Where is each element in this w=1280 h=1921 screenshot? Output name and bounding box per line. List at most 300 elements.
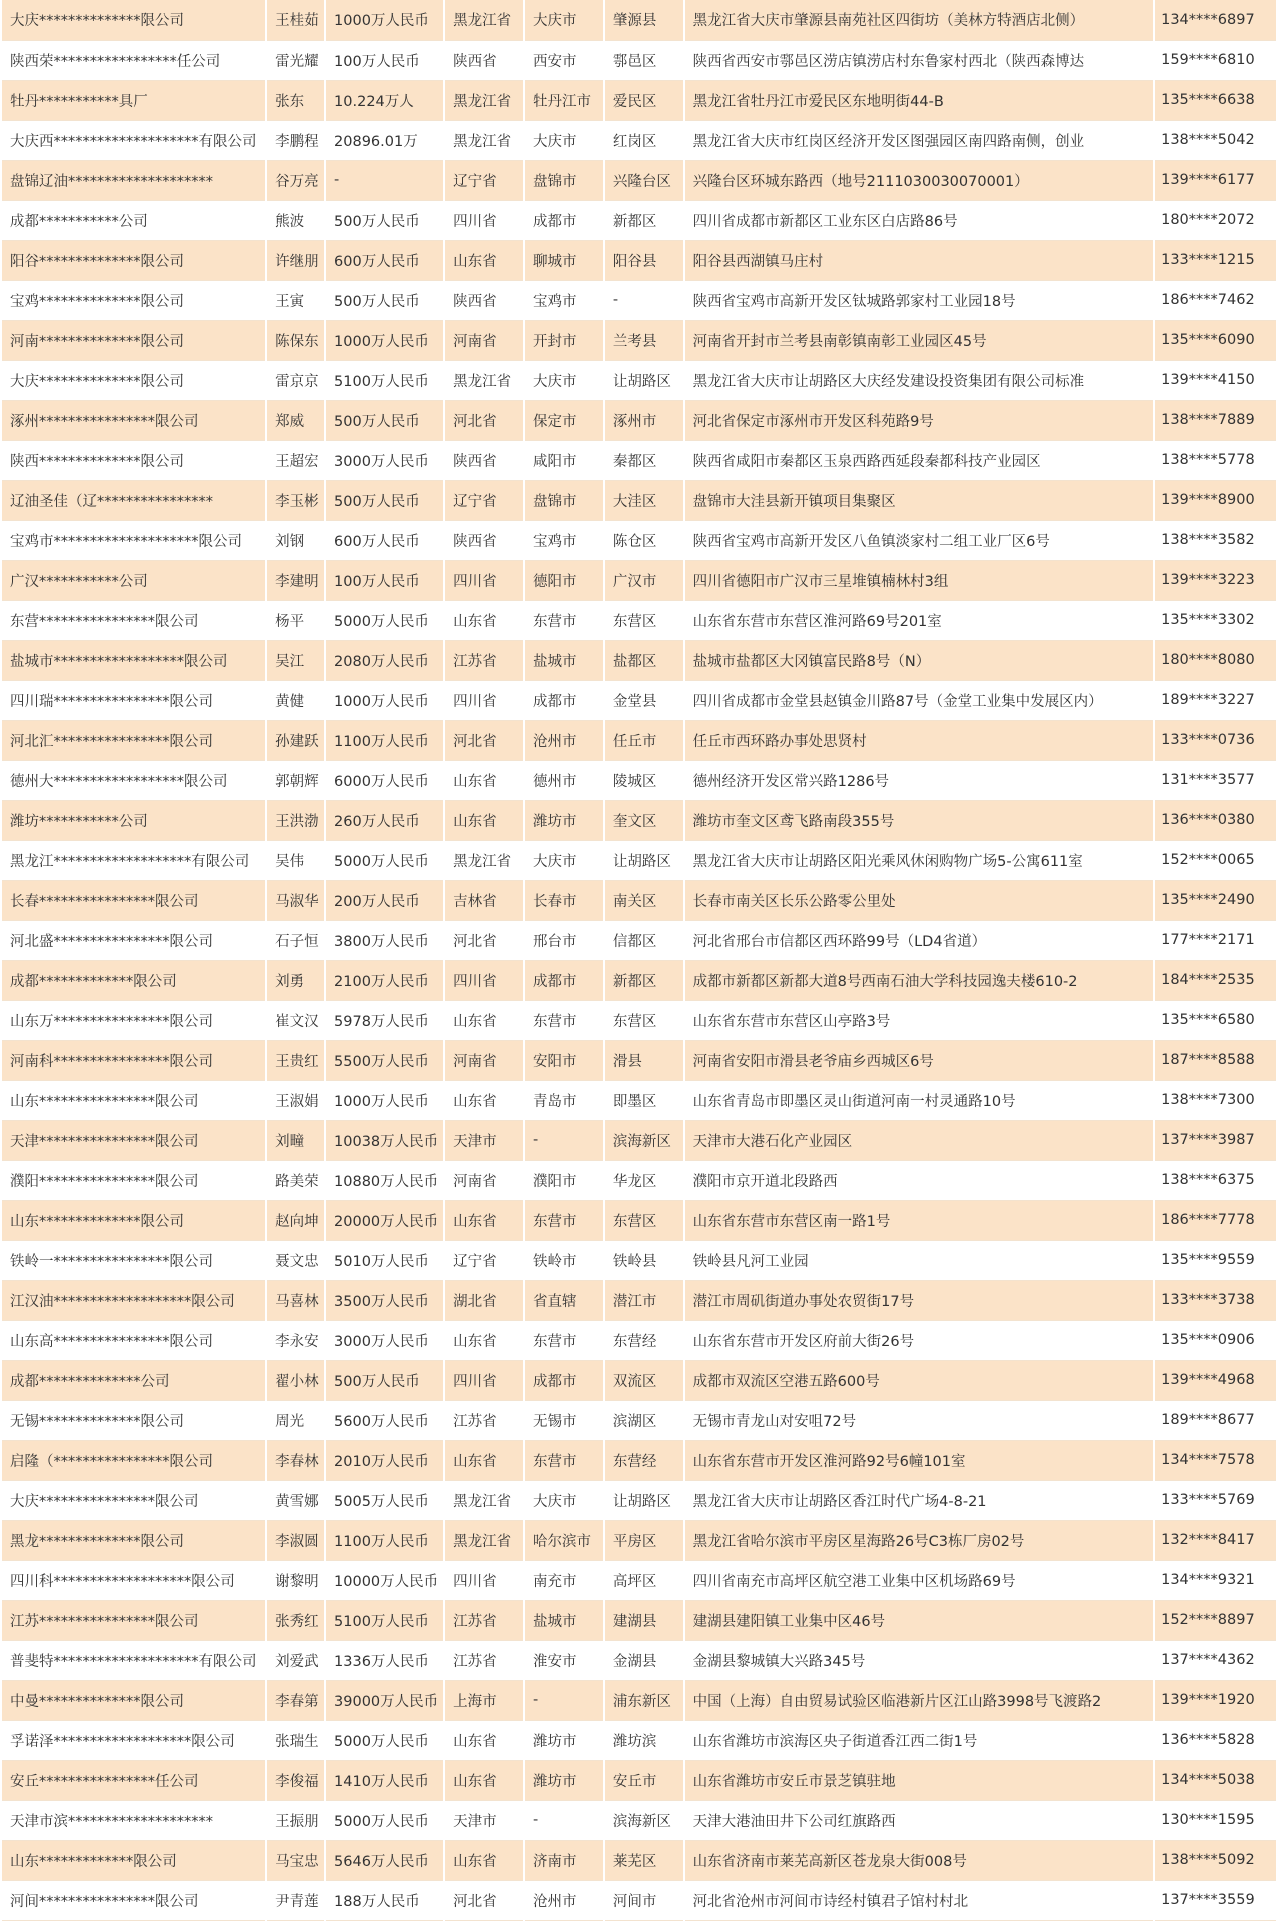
district-cell: 阳谷县: [604, 240, 684, 280]
company-name-cell: 陕西荣*****************任公司: [2, 40, 266, 80]
table-row: [2, 320, 1277, 360]
registered-capital-cell: 5646万人民币: [325, 1840, 444, 1880]
city-cell: 东营市: [524, 1200, 604, 1240]
registered-capital-cell: 100万人民币: [325, 40, 444, 80]
registered-capital-cell: 100万人民币: [325, 560, 444, 600]
registered-capital-cell: 5010万人民币: [325, 1240, 444, 1280]
district-cell: 浦东新区: [604, 1680, 684, 1720]
registered-capital-cell: 5000万人民币: [325, 600, 444, 640]
district-cell: 东营区: [604, 600, 684, 640]
registered-capital-cell: 5500万人民币: [325, 1040, 444, 1080]
legal-rep-cell: 李俊福: [266, 1760, 325, 1800]
legal-rep-cell: 谢黎明: [266, 1560, 325, 1600]
district-cell: 南关区: [604, 880, 684, 920]
legal-rep-cell: 刘勇: [266, 960, 325, 1000]
district-cell: 盐都区: [604, 640, 684, 680]
address-cell: 山东省东营市东营区山亭路3号: [684, 1000, 1154, 1040]
district-cell: 金堂县: [604, 680, 684, 720]
province-cell: 山东省: [444, 1840, 524, 1880]
district-cell: 河间市: [604, 1880, 684, 1920]
registered-capital-cell: 5978万人民币: [325, 1000, 444, 1040]
city-cell: 淮安市: [524, 1640, 604, 1680]
phone-cell: 139****4150: [1154, 360, 1277, 400]
address-cell: 黑龙江省大庆市让胡路区香江时代广场4-8-21: [684, 1480, 1154, 1520]
city-cell: 青岛市: [524, 1080, 604, 1120]
registered-capital-cell: 1000万人民币: [325, 320, 444, 360]
address-cell: 山东省东营市东营区淮河路69号201室: [684, 600, 1154, 640]
company-name-cell: 江汉油*******************限公司: [2, 1280, 266, 1320]
legal-rep-cell: 王寅: [266, 280, 325, 320]
table-row: [2, 240, 1277, 280]
phone-cell: 139****4968: [1154, 1360, 1277, 1400]
address-cell: 河北省邢台市信都区西环路99号（LD4省道）: [684, 920, 1154, 960]
province-cell: 四川省: [444, 960, 524, 1000]
legal-rep-cell: 刘疃: [266, 1120, 325, 1160]
city-cell: 长春市: [524, 880, 604, 920]
province-cell: 黑龙江省: [444, 840, 524, 880]
phone-cell: 131****3577: [1154, 760, 1277, 800]
province-cell: 黑龙江省: [444, 360, 524, 400]
address-cell: 兴隆台区环城东路西（地号2111030030070001）: [684, 160, 1154, 200]
legal-rep-cell: 谷万亮: [266, 160, 325, 200]
address-cell: 盘锦市大洼县新开镇项目集聚区: [684, 480, 1154, 520]
registered-capital-cell: 5600万人民币: [325, 1400, 444, 1440]
company-name-cell: 中曼**************限公司: [2, 1680, 266, 1720]
legal-rep-cell: 郭朝辉: [266, 760, 325, 800]
province-cell: 河北省: [444, 720, 524, 760]
address-cell: 建湖县建阳镇工业集中区46号: [684, 1600, 1154, 1640]
district-cell: 华龙区: [604, 1160, 684, 1200]
legal-rep-cell: 马喜林: [266, 1280, 325, 1320]
address-cell: 铁岭县凡河工业园: [684, 1240, 1154, 1280]
company-table: [2, 0, 1278, 1921]
table-row: [2, 0, 1277, 40]
registered-capital-cell: 1100万人民币: [325, 720, 444, 760]
district-cell: 滑县: [604, 1040, 684, 1080]
registered-capital-cell: 500万人民币: [325, 480, 444, 520]
phone-cell: 135****6090: [1154, 320, 1277, 360]
city-cell: 大庆市: [524, 120, 604, 160]
city-cell: 盘锦市: [524, 480, 604, 520]
city-cell: 成都市: [524, 960, 604, 1000]
table-row: [2, 1560, 1277, 1600]
table-row: [2, 40, 1277, 80]
phone-cell: 135****2490: [1154, 880, 1277, 920]
company-name-cell: 牡丹***********具厂: [2, 80, 266, 120]
company-name-cell: 辽油圣佳（辽****************: [2, 480, 266, 520]
phone-cell: 184****2535: [1154, 960, 1277, 1000]
company-name-cell: 普斐特********************有限公司: [2, 1640, 266, 1680]
address-cell: 黑龙江省牡丹江市爱民区东地明街44-B: [684, 80, 1154, 120]
table-row: [2, 1160, 1277, 1200]
legal-rep-cell: 熊波: [266, 200, 325, 240]
phone-cell: 135****3302: [1154, 600, 1277, 640]
table-row: [2, 400, 1277, 440]
company-name-cell: 江苏****************限公司: [2, 1600, 266, 1640]
district-cell: 东营区: [604, 1000, 684, 1040]
legal-rep-cell: 吴伟: [266, 840, 325, 880]
company-name-cell: 天津市滨********************: [2, 1800, 266, 1840]
legal-rep-cell: 张瑞生: [266, 1720, 325, 1760]
table-row: [2, 200, 1277, 240]
district-cell: 肇源县: [604, 0, 684, 40]
registered-capital-cell: 10038万人民币: [325, 1120, 444, 1160]
legal-rep-cell: 陈保东: [266, 320, 325, 360]
address-cell: 山东省潍坊市安丘市景芝镇驻地: [684, 1760, 1154, 1800]
company-name-cell: 黑龙江*******************有限公司: [2, 840, 266, 880]
phone-cell: 186****7462: [1154, 280, 1277, 320]
registered-capital-cell: 5000万人民币: [325, 840, 444, 880]
company-name-cell: 陕西**************限公司: [2, 440, 266, 480]
city-cell: 成都市: [524, 680, 604, 720]
registered-capital-cell: 200万人民币: [325, 880, 444, 920]
city-cell: 宝鸡市: [524, 280, 604, 320]
city-cell: 大庆市: [524, 1480, 604, 1520]
address-cell: 金湖县黎城镇大兴路345号: [684, 1640, 1154, 1680]
province-cell: 山东省: [444, 800, 524, 840]
company-name-cell: 成都*************限公司: [2, 960, 266, 1000]
address-cell: 潍坊市奎文区鸢飞路南段355号: [684, 800, 1154, 840]
address-cell: 黑龙江省大庆市让胡路区阳光乘风休闲购物广场5-公寓611室: [684, 840, 1154, 880]
province-cell: 河北省: [444, 1880, 524, 1920]
company-name-cell: 大庆西********************有限公司: [2, 120, 266, 160]
legal-rep-cell: 刘爱武: [266, 1640, 325, 1680]
table-row: [2, 1240, 1277, 1280]
address-cell: 河南省安阳市滑县老爷庙乡西城区6号: [684, 1040, 1154, 1080]
address-cell: 山东省青岛市即墨区灵山街道河南一村灵通路10号: [684, 1080, 1154, 1120]
table-row: [2, 1840, 1277, 1880]
legal-rep-cell: 尹青莲: [266, 1880, 325, 1920]
legal-rep-cell: 崔文汉: [266, 1000, 325, 1040]
legal-rep-cell: 吴江: [266, 640, 325, 680]
city-cell: 大庆市: [524, 360, 604, 400]
province-cell: 四川省: [444, 1360, 524, 1400]
province-cell: 辽宁省: [444, 1240, 524, 1280]
province-cell: 辽宁省: [444, 160, 524, 200]
table-row: [2, 1360, 1277, 1400]
district-cell: 莱芜区: [604, 1840, 684, 1880]
registered-capital-cell: 500万人民币: [325, 1360, 444, 1400]
registered-capital-cell: 500万人民币: [325, 280, 444, 320]
district-cell: 东营经: [604, 1320, 684, 1360]
city-cell: 保定市: [524, 400, 604, 440]
table-row: [2, 160, 1277, 200]
phone-cell: 130****1595: [1154, 1800, 1277, 1840]
phone-cell: 138****7300: [1154, 1080, 1277, 1120]
province-cell: 山东省: [444, 1440, 524, 1480]
registered-capital-cell: 2080万人民币: [325, 640, 444, 680]
legal-rep-cell: 郑威: [266, 400, 325, 440]
phone-cell: 187****8588: [1154, 1040, 1277, 1080]
district-cell: 滨海新区: [604, 1800, 684, 1840]
table-row: [2, 800, 1277, 840]
address-cell: 天津市大港石化产业园区: [684, 1120, 1154, 1160]
phone-cell: 134****6897: [1154, 0, 1277, 40]
table-row: [2, 280, 1277, 320]
registered-capital-cell: 1000万人民币: [325, 680, 444, 720]
province-cell: 河南省: [444, 1160, 524, 1200]
registered-capital-cell: 500万人民币: [325, 200, 444, 240]
phone-cell: 138****5092: [1154, 1840, 1277, 1880]
table-row: [2, 1000, 1277, 1040]
registered-capital-cell: 600万人民币: [325, 520, 444, 560]
table-row: [2, 480, 1277, 520]
district-cell: 安丘市: [604, 1760, 684, 1800]
company-name-cell: 安丘****************任公司: [2, 1760, 266, 1800]
table-row: [2, 440, 1277, 480]
registered-capital-cell: 1410万人民币: [325, 1760, 444, 1800]
address-cell: 山东省济南市莱芜高新区苍龙泉大街008号: [684, 1840, 1154, 1880]
table-row: [2, 120, 1277, 160]
address-cell: 任丘市西环路办事处思贤村: [684, 720, 1154, 760]
legal-rep-cell: 许继朋: [266, 240, 325, 280]
province-cell: 河北省: [444, 920, 524, 960]
district-cell: 涿州市: [604, 400, 684, 440]
address-cell: 陕西省宝鸡市高新开发区钛城路郭家村工业园18号: [684, 280, 1154, 320]
company-name-cell: 河南科****************限公司: [2, 1040, 266, 1080]
address-cell: 山东省东营市开发区府前大街26号: [684, 1320, 1154, 1360]
table-row: [2, 1680, 1277, 1720]
district-cell: 红岗区: [604, 120, 684, 160]
province-cell: 江苏省: [444, 640, 524, 680]
company-name-cell: 长春****************限公司: [2, 880, 266, 920]
phone-cell: 133****1215: [1154, 240, 1277, 280]
province-cell: 山东省: [444, 1320, 524, 1360]
province-cell: 天津市: [444, 1120, 524, 1160]
company-name-cell: 大庆**************限公司: [2, 360, 266, 400]
city-cell: 沧州市: [524, 720, 604, 760]
phone-cell: 135****6580: [1154, 1000, 1277, 1040]
legal-rep-cell: 李永安: [266, 1320, 325, 1360]
district-cell: 东营经: [604, 1440, 684, 1480]
city-cell: 邢台市: [524, 920, 604, 960]
phone-cell: 137****4362: [1154, 1640, 1277, 1680]
province-cell: 四川省: [444, 560, 524, 600]
district-cell: 奎文区: [604, 800, 684, 840]
registered-capital-cell: 6000万人民币: [325, 760, 444, 800]
legal-rep-cell: 王贵红: [266, 1040, 325, 1080]
company-name-cell: 阳谷**************限公司: [2, 240, 266, 280]
phone-cell: 186****7778: [1154, 1200, 1277, 1240]
company-name-cell: 四川科*******************限公司: [2, 1560, 266, 1600]
legal-rep-cell: 翟小林: [266, 1360, 325, 1400]
table-row: [2, 840, 1277, 880]
province-cell: 黑龙江省: [444, 1520, 524, 1560]
address-cell: 德州经济开发区常兴路1286号: [684, 760, 1154, 800]
city-cell: 大庆市: [524, 0, 604, 40]
table-row: [2, 1120, 1277, 1160]
registered-capital-cell: 10880万人民币: [325, 1160, 444, 1200]
table-row: [2, 920, 1277, 960]
province-cell: 河南省: [444, 1040, 524, 1080]
province-cell: 辽宁省: [444, 480, 524, 520]
phone-cell: 139****3223: [1154, 560, 1277, 600]
address-cell: 长春市南关区长乐公路零公里处: [684, 880, 1154, 920]
district-cell: 信都区: [604, 920, 684, 960]
legal-rep-cell: 李淑圆: [266, 1520, 325, 1560]
legal-rep-cell: 李春林: [266, 1440, 325, 1480]
city-cell: 省直辖: [524, 1280, 604, 1320]
province-cell: 江苏省: [444, 1400, 524, 1440]
legal-rep-cell: 雷光耀: [266, 40, 325, 80]
province-cell: 山东省: [444, 760, 524, 800]
phone-cell: 138****5042: [1154, 120, 1277, 160]
table-row: [2, 760, 1277, 800]
city-cell: 济南市: [524, 1840, 604, 1880]
city-cell: 咸阳市: [524, 440, 604, 480]
address-cell: 四川省德阳市广汉市三星堆镇楠林村3组: [684, 560, 1154, 600]
province-cell: 黑龙江省: [444, 80, 524, 120]
table-row: [2, 1480, 1277, 1520]
province-cell: 山东省: [444, 1200, 524, 1240]
province-cell: 山东省: [444, 1720, 524, 1760]
address-cell: 山东省东营市东营区南一路1号: [684, 1200, 1154, 1240]
legal-rep-cell: 李建明: [266, 560, 325, 600]
registered-capital-cell: 10.224万人: [325, 80, 444, 120]
district-cell: 让胡路区: [604, 840, 684, 880]
city-cell: 盐城市: [524, 1600, 604, 1640]
address-cell: 黑龙江省大庆市肇源县南苑社区四街坊（美林方特酒店北侧）: [684, 0, 1154, 40]
city-cell: 西安市: [524, 40, 604, 80]
address-cell: 河北省保定市涿州市开发区科苑路9号: [684, 400, 1154, 440]
city-cell: 东营市: [524, 1000, 604, 1040]
address-cell: 中国（上海）自由贸易试验区临港新片区江山路3998号飞渡路2: [684, 1680, 1154, 1720]
phone-cell: 135****0906: [1154, 1320, 1277, 1360]
legal-rep-cell: 李鹏程: [266, 120, 325, 160]
company-name-cell: 山东高****************限公司: [2, 1320, 266, 1360]
registered-capital-cell: -: [325, 160, 444, 200]
address-cell: 山东省东营市开发区淮河路92号6幢101室: [684, 1440, 1154, 1480]
company-name-cell: 孚诺泽*******************限公司: [2, 1720, 266, 1760]
registered-capital-cell: 2100万人民币: [325, 960, 444, 1000]
legal-rep-cell: 李春第: [266, 1680, 325, 1720]
district-cell: -: [604, 280, 684, 320]
province-cell: 四川省: [444, 200, 524, 240]
legal-rep-cell: 孙建跃: [266, 720, 325, 760]
company-name-cell: 启隆（****************限公司: [2, 1440, 266, 1480]
table-row: [2, 1280, 1277, 1320]
address-cell: 阳谷县西湖镇马庄村: [684, 240, 1154, 280]
table-row: [2, 600, 1277, 640]
phone-cell: 134****5038: [1154, 1760, 1277, 1800]
phone-cell: 134****9321: [1154, 1560, 1277, 1600]
province-cell: 四川省: [444, 680, 524, 720]
city-cell: 安阳市: [524, 1040, 604, 1080]
province-cell: 吉林省: [444, 880, 524, 920]
registered-capital-cell: 3000万人民币: [325, 1320, 444, 1360]
table-row: [2, 880, 1277, 920]
phone-cell: 152****8897: [1154, 1600, 1277, 1640]
legal-rep-cell: 石子恒: [266, 920, 325, 960]
registered-capital-cell: 500万人民币: [325, 400, 444, 440]
company-name-cell: 无锡**************限公司: [2, 1400, 266, 1440]
phone-cell: 137****3559: [1154, 1880, 1277, 1920]
city-cell: 沧州市: [524, 1880, 604, 1920]
phone-cell: 132****8417: [1154, 1520, 1277, 1560]
company-name-cell: 黑龙**************限公司: [2, 1520, 266, 1560]
province-cell: 江苏省: [444, 1600, 524, 1640]
district-cell: 潜江市: [604, 1280, 684, 1320]
phone-cell: 138****6375: [1154, 1160, 1277, 1200]
legal-rep-cell: 路美荣: [266, 1160, 325, 1200]
company-name-cell: 潍坊***********公司: [2, 800, 266, 840]
registered-capital-cell: 600万人民币: [325, 240, 444, 280]
legal-rep-cell: 王振朋: [266, 1800, 325, 1840]
company-name-cell: 宝鸡**************限公司: [2, 280, 266, 320]
province-cell: 黑龙江省: [444, 1480, 524, 1520]
company-name-cell: 河北汇****************限公司: [2, 720, 266, 760]
phone-cell: 135****9559: [1154, 1240, 1277, 1280]
company-name-cell: 山东**************限公司: [2, 1200, 266, 1240]
address-cell: 成都市双流区空港五路600号: [684, 1360, 1154, 1400]
company-name-cell: 大庆****************限公司: [2, 1480, 266, 1520]
province-cell: 山东省: [444, 1080, 524, 1120]
city-cell: 潍坊市: [524, 1720, 604, 1760]
city-cell: 铁岭市: [524, 1240, 604, 1280]
city-cell: 无锡市: [524, 1400, 604, 1440]
district-cell: 铁岭县: [604, 1240, 684, 1280]
district-cell: 滨海新区: [604, 1120, 684, 1160]
registered-capital-cell: 10000万人民币: [325, 1560, 444, 1600]
company-name-cell: 大庆**************限公司: [2, 0, 266, 40]
province-cell: 河南省: [444, 320, 524, 360]
phone-cell: 180****8080: [1154, 640, 1277, 680]
company-name-cell: 河南**************限公司: [2, 320, 266, 360]
district-cell: 新都区: [604, 960, 684, 1000]
company-name-cell: 成都***********公司: [2, 200, 266, 240]
registered-capital-cell: 260万人民币: [325, 800, 444, 840]
city-cell: 成都市: [524, 1360, 604, 1400]
address-cell: 河南省开封市兰考县南彰镇南彰工业园区45号: [684, 320, 1154, 360]
address-cell: 陕西省咸阳市秦都区玉泉西路西延段秦都科技产业园区: [684, 440, 1154, 480]
table-row: [2, 520, 1277, 560]
phone-cell: 134****7578: [1154, 1440, 1277, 1480]
address-cell: 陕西省宝鸡市高新开发区八鱼镇淡家村二组工业厂区6号: [684, 520, 1154, 560]
district-cell: 让胡路区: [604, 1480, 684, 1520]
legal-rep-cell: 李玉彬: [266, 480, 325, 520]
address-cell: 四川省成都市新都区工业东区白店路86号: [684, 200, 1154, 240]
company-name-cell: 铁岭一****************限公司: [2, 1240, 266, 1280]
province-cell: 陕西省: [444, 520, 524, 560]
address-cell: 成都市新都区新都大道8号西南石油大学科技园逸夫楼610-2: [684, 960, 1154, 1000]
province-cell: 河北省: [444, 400, 524, 440]
table-row: [2, 1200, 1277, 1240]
registered-capital-cell: 5000万人民币: [325, 1800, 444, 1840]
legal-rep-cell: 聂文忠: [266, 1240, 325, 1280]
company-name-cell: 河间****************限公司: [2, 1880, 266, 1920]
district-cell: 广汉市: [604, 560, 684, 600]
city-cell: 南充市: [524, 1560, 604, 1600]
table-row: [2, 1320, 1277, 1360]
company-name-cell: 山东****************限公司: [2, 1080, 266, 1120]
company-name-cell: 盐城市******************限公司: [2, 640, 266, 680]
table-row: [2, 1800, 1277, 1840]
registered-capital-cell: 1000万人民币: [325, 0, 444, 40]
legal-rep-cell: 黄健: [266, 680, 325, 720]
district-cell: 双流区: [604, 1360, 684, 1400]
legal-rep-cell: 张秀红: [266, 1600, 325, 1640]
province-cell: 山东省: [444, 1000, 524, 1040]
district-cell: 鄠邑区: [604, 40, 684, 80]
table-row: [2, 560, 1277, 600]
company-table-body: [2, 0, 1277, 1920]
registered-capital-cell: 3500万人民币: [325, 1280, 444, 1320]
district-cell: 高坪区: [604, 1560, 684, 1600]
phone-cell: 159****6810: [1154, 40, 1277, 80]
district-cell: 即墨区: [604, 1080, 684, 1120]
registered-capital-cell: 5000万人民币: [325, 1720, 444, 1760]
phone-cell: 139****8900: [1154, 480, 1277, 520]
